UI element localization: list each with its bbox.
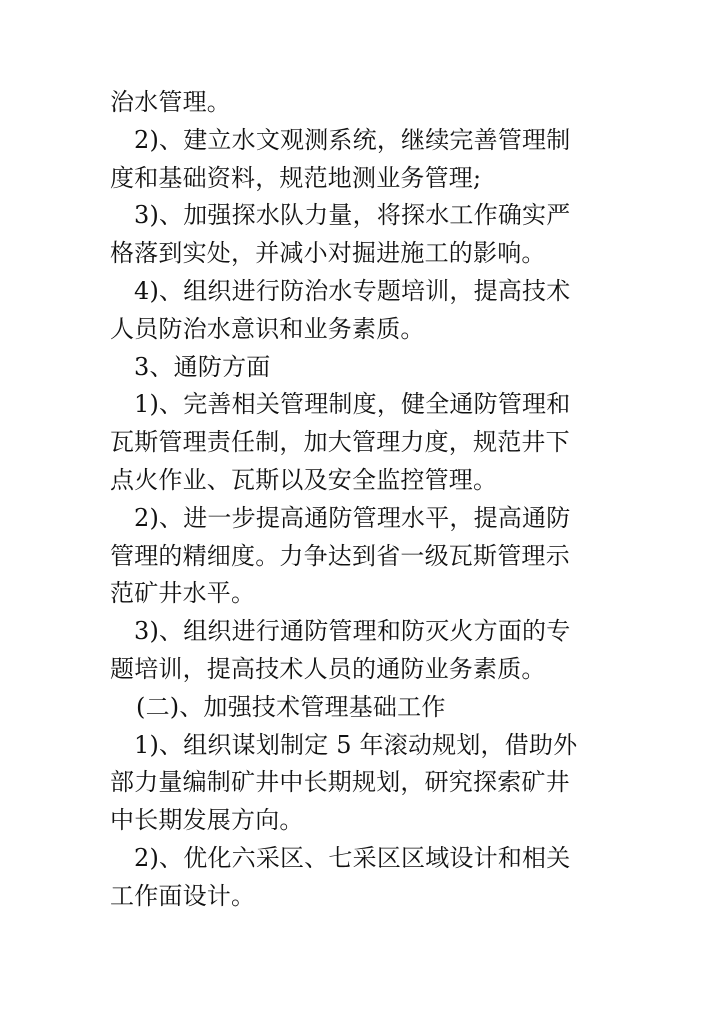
section-heading: 3、通防方面	[134, 352, 271, 381]
text-line: 治水管理。	[110, 88, 231, 116]
text-line: 点火作业、瓦斯以及安全监控管理。	[110, 465, 498, 494]
section-heading: (二)、加强技术管理基础工作	[136, 692, 446, 721]
text-line: 范矿井水平。	[110, 579, 256, 608]
text-line: 2)、优化六采区、七采区区域设计和相关	[134, 843, 571, 872]
text-line: 1)、完善相关管理制度，健全通防管理和	[134, 390, 571, 419]
text-line: 2)、进一步提高通防管理水平，提高通防	[134, 503, 571, 532]
text-line: 部力量编制矿井中长期规划，研究探索矿井	[110, 768, 570, 797]
text-line: 题培训，提高技术人员的通防业务素质。	[110, 654, 546, 683]
document-body	[110, 84, 612, 916]
text-line: 2)、建立水文观测系统，继续完善管理制	[134, 125, 571, 154]
text-line: 1)、组织谋划制定 5 年滚动规划，借助外	[134, 730, 578, 759]
text-line: 3)、加强探水队力量，将探水工作确实严	[134, 201, 571, 230]
text-line: 4)、组织进行防治水专题培训，提高技术	[134, 276, 571, 305]
text-line: 3)、组织进行通防管理和防灭火方面的专	[134, 617, 571, 646]
text-line: 中长期发展方向。	[110, 806, 304, 835]
text-line: 瓦斯管理责任制，加大管理力度，规范井下	[110, 428, 570, 457]
text-line: 工作面设计。	[110, 881, 256, 910]
text-line: 管理的精细度。力争达到省一级瓦斯管理示	[110, 541, 570, 570]
text-line: 度和基础资料，规范地测业务管理;	[110, 163, 482, 192]
text-line: 格落到实处，并减小对掘进施工的影响。	[110, 239, 546, 268]
text-line: 人员防治水意识和业务素质。	[110, 314, 425, 343]
